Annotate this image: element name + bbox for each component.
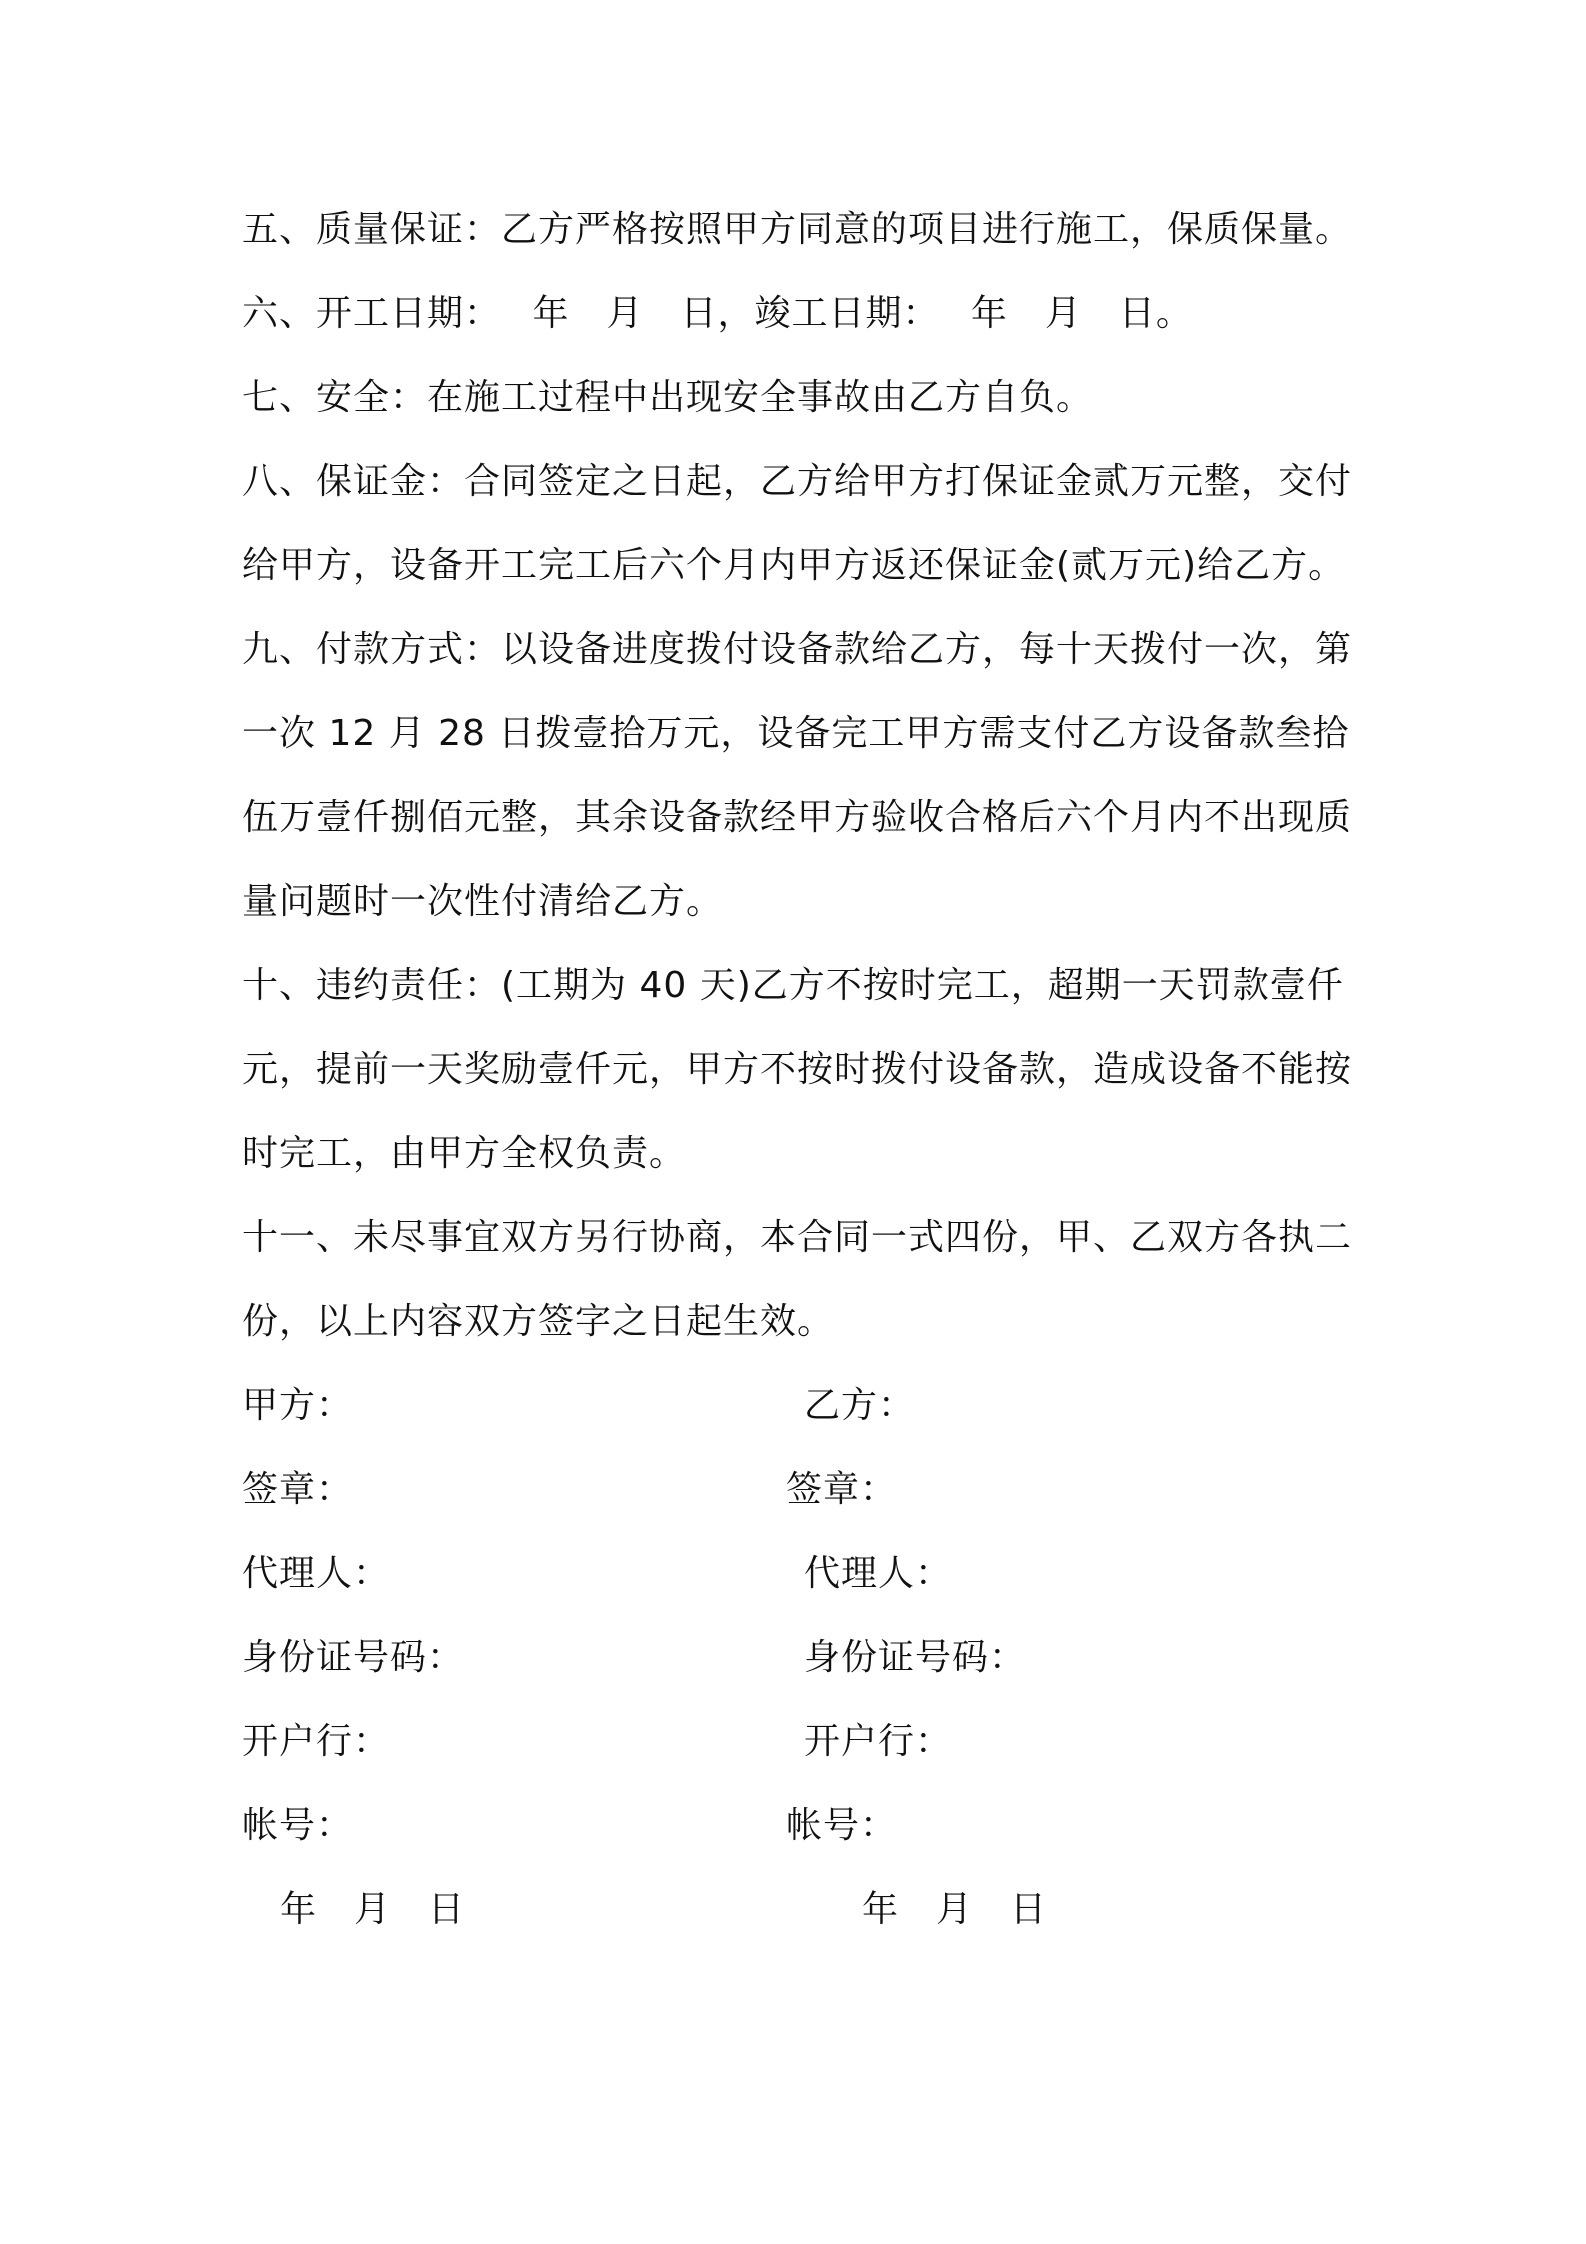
party-a-date: 年 月 日 bbox=[280, 1889, 466, 1930]
clause-10-liability-line-1: 十、违约责任：(工期为 40 天)乙方不按时完工，超期一天罚款壹仟 bbox=[242, 965, 1344, 1006]
clause-10-liability-line-3: 时完工，由甲方全权负责。 bbox=[242, 1133, 687, 1174]
clause-7-safety: 七、安全：在施工过程中出现安全事故由乙方自负。 bbox=[242, 377, 1094, 418]
party-a-seal-label: 签章： bbox=[242, 1469, 354, 1510]
clause-9-payment-line-1: 九、付款方式：以设备进度拨付设备款给乙方，每十天拨付一次，第 bbox=[242, 629, 1352, 670]
party-b-bank-label: 开户行： bbox=[804, 1721, 953, 1762]
party-a-id-label: 身份证号码： bbox=[242, 1637, 465, 1678]
clause-9-payment-line-3: 伍万壹仟捌佰元整，其余设备款经甲方验收合格后六个月内不出现质 bbox=[242, 797, 1352, 838]
clause-10-liability-line-2: 元，提前一天奖励壹仟元，甲方不按时拨付设备款，造成设备不能按 bbox=[242, 1049, 1352, 1090]
party-b-date: 年 月 日 bbox=[862, 1889, 1048, 1930]
clause-8-deposit-line-2: 给甲方，设备开工完工后六个月内甲方返还保证金(贰万元)给乙方。 bbox=[242, 545, 1346, 586]
clause-9-payment-line-4: 量问题时一次性付清给乙方。 bbox=[242, 881, 724, 922]
clause-6-dates: 六、开工日期： 年 月 日，竣工日期： 年 月 日。 bbox=[242, 293, 1193, 334]
clause-5-quality: 五、质量保证：乙方严格按照甲方同意的项目进行施工，保质保量。 bbox=[242, 209, 1352, 250]
party-b-seal-label: 签章： bbox=[786, 1469, 898, 1510]
party-b-label: 乙方： bbox=[804, 1385, 916, 1426]
clause-9-payment-line-2: 一次 12 月 28 日拨壹拾万元，设备完工甲方需支付乙方设备款叁拾 bbox=[242, 713, 1350, 754]
party-b-account-label: 帐号： bbox=[786, 1805, 898, 1846]
party-a-label: 甲方： bbox=[242, 1385, 354, 1426]
clause-11-misc-line-2: 份，以上内容双方签字之日起生效。 bbox=[242, 1301, 835, 1342]
party-a-account-label: 帐号： bbox=[242, 1805, 354, 1846]
party-a-agent-label: 代理人： bbox=[242, 1553, 391, 1594]
party-b-id-label: 身份证号码： bbox=[804, 1637, 1027, 1678]
party-b-agent-label: 代理人： bbox=[804, 1553, 953, 1594]
clause-8-deposit-line-1: 八、保证金：合同签定之日起，乙方给甲方打保证金贰万元整，交付 bbox=[242, 461, 1352, 502]
party-a-bank-label: 开户行： bbox=[242, 1721, 391, 1762]
clause-11-misc-line-1: 十一、未尽事宜双方另行协商，本合同一式四份，甲、乙双方各执二 bbox=[242, 1217, 1352, 1258]
